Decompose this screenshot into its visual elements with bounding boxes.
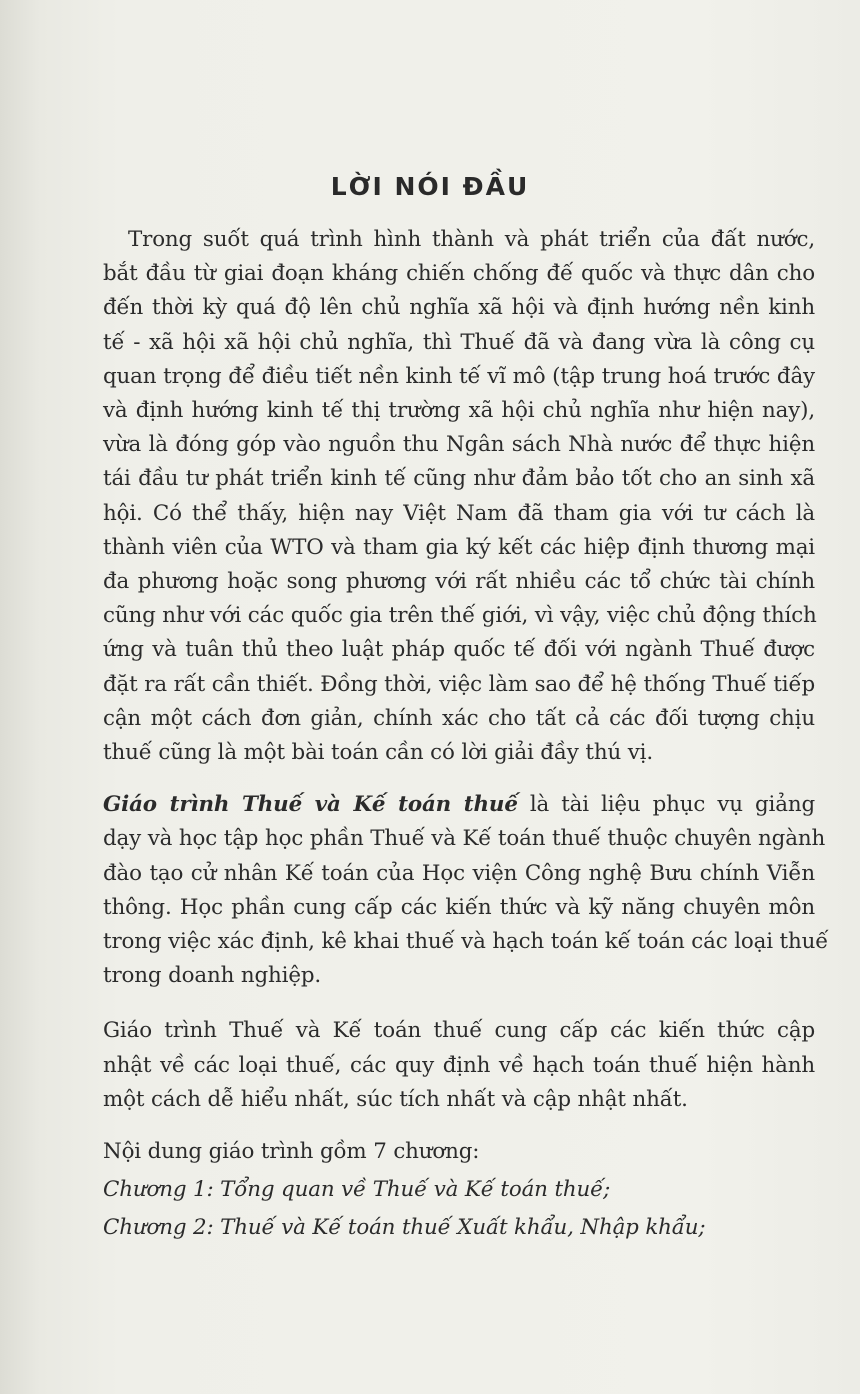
text-line: trong doanh nghiệp. [103, 963, 322, 989]
book-title: Giáo trình Thuế và Kế toán thuế [103, 792, 518, 818]
text-line: hội. Có thể thấy, hiện nay Việt Nam đã tham gia với tư cách là [103, 500, 815, 526]
text-line: đa phương hoặc song phương với rất nhiều các tổ chức tài chính [103, 569, 815, 595]
text-line: thành viên của WTO và tham gia ký kết các hiệp định thương mại [103, 534, 815, 560]
body-text [103, 223, 829, 1246]
paragraph-description [103, 788, 829, 993]
text-line: vừa là đóng góp vào nguồn thu Ngân sách Nhà nước để thực hiện [103, 432, 815, 458]
text-line [103, 788, 815, 822]
page-title: LỜI NÓI ĐẦU [330, 172, 530, 201]
text-line: một cách dễ hiểu nhất, súc tích nhất và cập nhật nhất. [103, 1086, 688, 1112]
chapter-item: Chương 1: Tổng quan về Thuế và Kế toán thuế; [103, 1177, 611, 1203]
text-line: đặt ra rất cần thiết. Đồng thời, việc làm sao để hệ thống Thuế tiếp [103, 671, 815, 697]
paragraph-summary [103, 1014, 815, 1117]
text-line: thuế cũng là một bài toán cần có lời giải đầy thú vị. [103, 740, 653, 766]
text-line: quan trọng để điều tiết nền kinh tế vĩ mô (tập trung hoá trước đây [103, 363, 815, 389]
text-line: đến thời kỳ quá độ lên chủ nghĩa xã hội và định hướng nền kinh [103, 295, 815, 321]
text-line: Nội dung giáo trình gồm 7 chương: [103, 1139, 480, 1165]
text-line: trong việc xác định, kê khai thuế và hạch toán kế toán các loại thuế [103, 929, 829, 955]
text-line: nhật về các loại thuế, các quy định về hạch toán thuế hiện hành [103, 1052, 815, 1078]
text-line: tế - xã hội xã hội chủ nghĩa, thì Thuế đã và đang vừa là công cụ [103, 329, 815, 355]
text-line: ứng và tuân thủ theo luật pháp quốc tế đối với ngành Thuế được [103, 637, 815, 663]
contents-intro [103, 1135, 815, 1169]
text-line: đào tạo cử nhân Kế toán của Học viện Công nghệ Bưu chính Viễn [103, 860, 815, 886]
text-fragment: là tài liệu phục vụ giảng [517, 792, 815, 818]
paragraph-intro [103, 223, 815, 770]
text-line: Giáo trình Thuế và Kế toán thuế cung cấp các kiến thức cập [103, 1018, 815, 1044]
chapter-item: Chương 2: Thuế và Kế toán thuế Xuất khẩu, Nhập khẩu; [103, 1215, 706, 1241]
text-line: cũng như với các quốc gia trên thế giới, vì vậy, việc chủ động thích [103, 603, 817, 629]
text-line: Trong suốt quá trình hình thành và phát triển của đất nước, [128, 227, 815, 252]
text-line: dạy và học tập học phần Thuế và Kế toán thuế thuộc chuyên ngành [103, 826, 826, 852]
text-line: tái đầu tư phát triển kinh tế cũng như đảm bảo tốt cho an sinh xã [103, 466, 815, 492]
chapter-list [103, 1173, 815, 1245]
text-line: cận một cách đơn giản, chính xác cho tất cả các đối tượng chịu [103, 705, 815, 731]
text-line: thông. Học phần cung cấp các kiến thức và kỹ năng chuyên môn [103, 894, 815, 920]
text-line: và định hướng kinh tế thị trường xã hội chủ nghĩa như hiện nay), [103, 398, 815, 424]
text-line: bắt đầu từ giai đoạn kháng chiến chống đế quốc và thực dân cho [103, 261, 815, 287]
